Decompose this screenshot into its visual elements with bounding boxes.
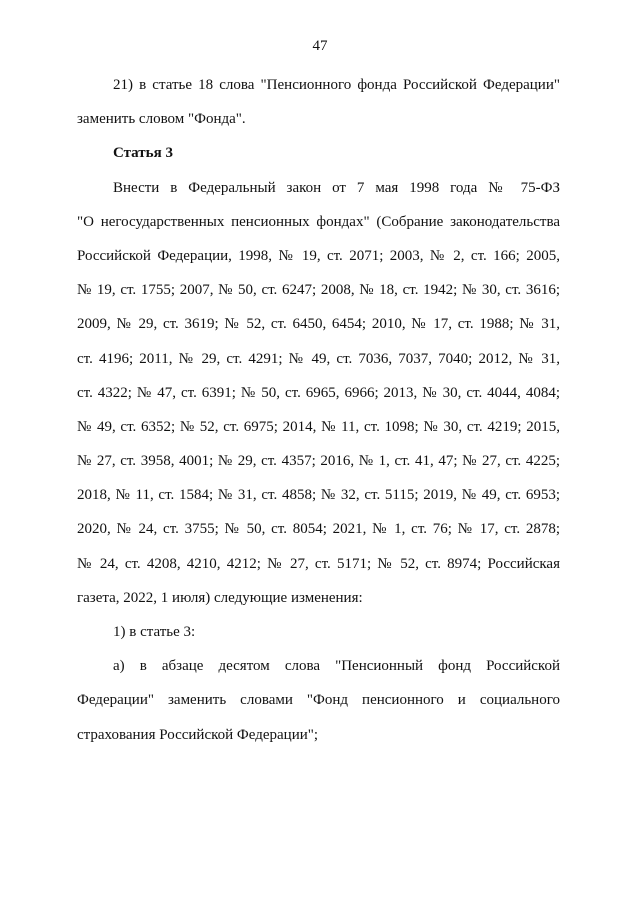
list-item: 1) в статье 3:: [113, 624, 196, 640]
page-number: 47: [312, 38, 328, 54]
paragraph-line: № 49, ст. 6352; № 52, ст. 6975; 2014, № 11, ст. 1098; № 30, ст. 4219; 2015,: [77, 418, 560, 435]
paragraph-line: Российской Федерации, 1998, № 19, ст. 2071; 2003, № 2, ст. 166; 2005,: [77, 247, 560, 264]
paragraph-line: а) в абзаце десятом слова "Пенсионный фонд Российской: [113, 658, 560, 675]
paragraph-line: № 19, ст. 1755; 2007, № 50, ст. 6247; 2008, № 18, ст. 1942; № 30, ст. 3616;: [77, 282, 560, 299]
paragraph-line: ст. 4196; 2011, № 29, ст. 4291; № 49, ст. 7036, 7037, 7040; 2012, № 31,: [77, 350, 560, 367]
paragraph-line: 2018, № 11, ст. 1584; № 31, ст. 4858; № 32, ст. 5115; 2019, № 49, ст. 6953;: [77, 487, 560, 504]
paragraph-line: страхования Российской Федерации";: [77, 726, 319, 743]
paragraph-line: № 24, ст. 4208, 4210, 4212; № 27, ст. 5171; № 52, ст. 8974; Российская: [77, 555, 560, 572]
paragraph-line: заменить словом "Фонда".: [77, 111, 246, 128]
paragraph-line: 2020, № 24, ст. 3755; № 50, ст. 8054; 2021, № 1, ст. 76; № 17, ст. 2878;: [77, 521, 560, 538]
paragraph-line: "О негосударственных пенсионных фондах" (Собрание законодательства: [77, 213, 560, 230]
paragraph-line: Федерации" заменить словами "Фонд пенсионного и социального: [77, 692, 560, 709]
paragraph-line: Внести в Федеральный закон от 7 мая 1998 года № 75-ФЗ: [113, 179, 560, 196]
paragraph-line: 2009, № 29, ст. 3619; № 52, ст. 6450, 6454; 2010, № 17, ст. 1988; № 31,: [77, 316, 560, 333]
paragraph-line: ст. 4322; № 47, ст. 6391; № 50, ст. 6965, 6966; 2013, № 30, ст. 4044, 4084;: [77, 384, 560, 401]
paragraph-line: 21) в статье 18 слова "Пенсионного фонда Российской Федерации": [113, 77, 560, 93]
article-heading: Статья 3: [113, 145, 173, 162]
document-body: [77, 75, 560, 759]
paragraph-line: газета, 2022, 1 июля) следующие изменения:: [77, 589, 363, 606]
paragraph-line: № 27, ст. 3958, 4001; № 29, ст. 4357; 2016, № 1, ст. 41, 47; № 27, ст. 4225;: [77, 453, 560, 470]
